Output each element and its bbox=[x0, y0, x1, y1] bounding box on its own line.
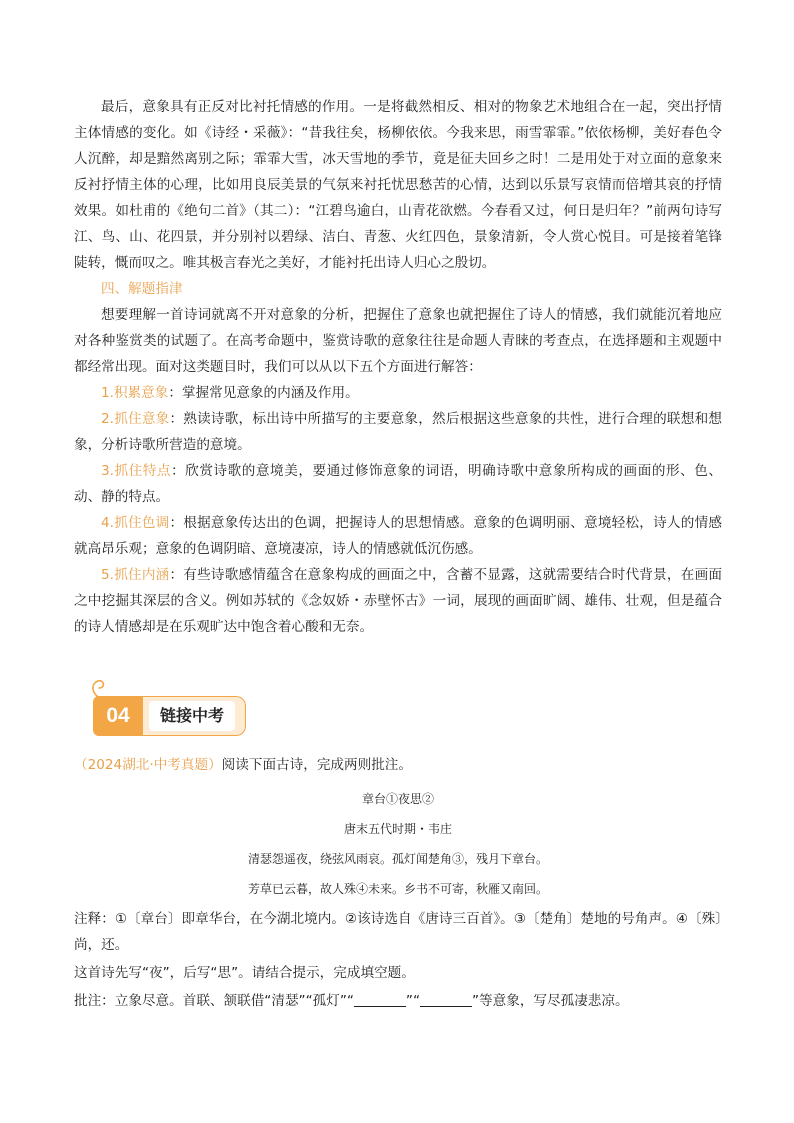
annotation: 注释：①〔章台〕即章华台，在今湖北境内。②该诗选自《唐诗三百首》。③〔楚角〕楚地的号角声。④〔殊〕尚，还。 bbox=[74, 911, 722, 953]
paragraph-contrast: 最后，意象具有正反对比衬托情感的作用。一是将截然相反、相对的物象艺术地组合在一起，突出抒情主体情感的变化。如《诗经・采薇》：“昔我往矣，杨柳依依。今我来思，雨雪霏霏。”依依杨柳，美好春色令人沉醉，却是黯然离别之际；霏霏大雪，冰天雪地的季节，竟是征夫回乡之时！二是用处于对立面的意象来反衬抒情主体的心理，比如用良辰美景的气氛来衬托忧思愁苦的心情，达到以乐景写哀情而倍增其哀的抒情效果。如杜甫的《绝句二首》（其二）：“江碧鸟逾白，山青花欲燃。今春看又过，何日是归年？”前两句诗写江、鸟、山、花四景，并分别衬以碧绿、洁白、青葱、火红四色，景象清新，令人赏心悦目。可是接着笔锋陡转，慨而叹之。唯其极言春光之美好，才能衬托出诗人归心之殷切。 bbox=[74, 99, 722, 271]
list-item bbox=[74, 510, 722, 562]
instruction: 这首诗先写“夜”，后写“思”。请结合提示，完成填空题。 bbox=[74, 965, 415, 981]
item-text: ：掌握常见意象的内涵及作用。 bbox=[168, 385, 359, 401]
poem bbox=[74, 784, 722, 904]
body-text bbox=[74, 94, 722, 640]
question-prompt: 阅读下面古诗，完成两则批注。 bbox=[221, 757, 412, 773]
item-text: ：有些诗歌感情蕴含在意象构成的画面之中，含蓄不显露，这就需要结合时代背景，在画面之中挖掘其深层的含义。例如苏轼的《念奴娇・赤壁怀古》一词，展现的画面旷阔、雄伟、壮观，但是蕴合的诗人情感却是在乐观旷达中饱含着心酸和无奈。 bbox=[74, 567, 722, 635]
poem-line: 清瑟怨遥夜，绕弦风雨哀。孤灯闻楚角③，残月下章台。 bbox=[247, 852, 548, 866]
item-label: 2.抓住意象 bbox=[101, 411, 170, 427]
list-item bbox=[74, 458, 722, 510]
question-source: （2024湖北·中考真题） bbox=[74, 757, 222, 773]
pizhu-text-c: ”等意象，写尽孤凄悲凉。 bbox=[472, 993, 629, 1009]
pizhu bbox=[74, 988, 722, 1014]
question-block bbox=[74, 752, 722, 1014]
poem-line: 芳草已云暮，故人殊④未来。乡书不可寄，秋雁又南回。 bbox=[247, 882, 548, 896]
section-title-frame bbox=[143, 696, 246, 736]
pizhu-text-b: ”“ bbox=[405, 993, 420, 1009]
item-label: 4.抓住色调 bbox=[101, 515, 170, 531]
poem-title: 章台①夜思② bbox=[361, 792, 434, 806]
fill-blank-1[interactable] bbox=[354, 992, 406, 1007]
pizhu-text-a: 批注：立象尽意。首联、颔联借“清瑟”“孤灯”“ bbox=[74, 993, 354, 1009]
list-item bbox=[74, 380, 722, 406]
item-label: 3.抓住特点 bbox=[101, 463, 172, 479]
item-label: 5.抓住内涵 bbox=[101, 567, 170, 583]
paragraph-method-intro: 想要理解一首诗词就离不开对意象的分析，把握住了意象也就把握住了诗人的情感，我们就能沉着地应对各种鉴赏类的试题了。在高考命题中，鉴赏诗歌的意象往往是命题人青睐的考查点，在选择题和主观题中都经常出现。面对这类题目时，我们可以从以下五个方面进行解答： bbox=[74, 307, 722, 375]
list-item bbox=[74, 406, 722, 458]
item-text: ：欣赏诗歌的意境美，要通过修饰意象的词语，明确诗歌中意象所构成的画面的形、色、动、静的特点。 bbox=[74, 463, 722, 505]
item-text: ：熟读诗歌，标出诗中所描写的主要意象，然后根据这些意象的共性，进行合理的联想和想象，分析诗歌所营造的意境。 bbox=[74, 411, 722, 453]
section-badge bbox=[88, 676, 258, 740]
section-number: 04 bbox=[93, 696, 143, 736]
item-label: 1.积累意象 bbox=[101, 385, 169, 401]
item-text: ：根据意象传达出的色调，把握诗人的思想情感。意象的色调明丽、意境轻松，诗人的情感就高昂乐观；意象的色调阴暗、意境凄凉，诗人的情感就低沉伤感。 bbox=[74, 515, 722, 557]
poem-author: 唐末五代时期・韦庄 bbox=[343, 822, 452, 836]
list-item bbox=[74, 562, 722, 640]
fill-blank-2[interactable] bbox=[420, 992, 472, 1007]
section-title: 链接中考 bbox=[149, 701, 235, 731]
question-intro bbox=[74, 752, 722, 778]
section-heading-4: 四、解题指津 bbox=[101, 281, 183, 297]
